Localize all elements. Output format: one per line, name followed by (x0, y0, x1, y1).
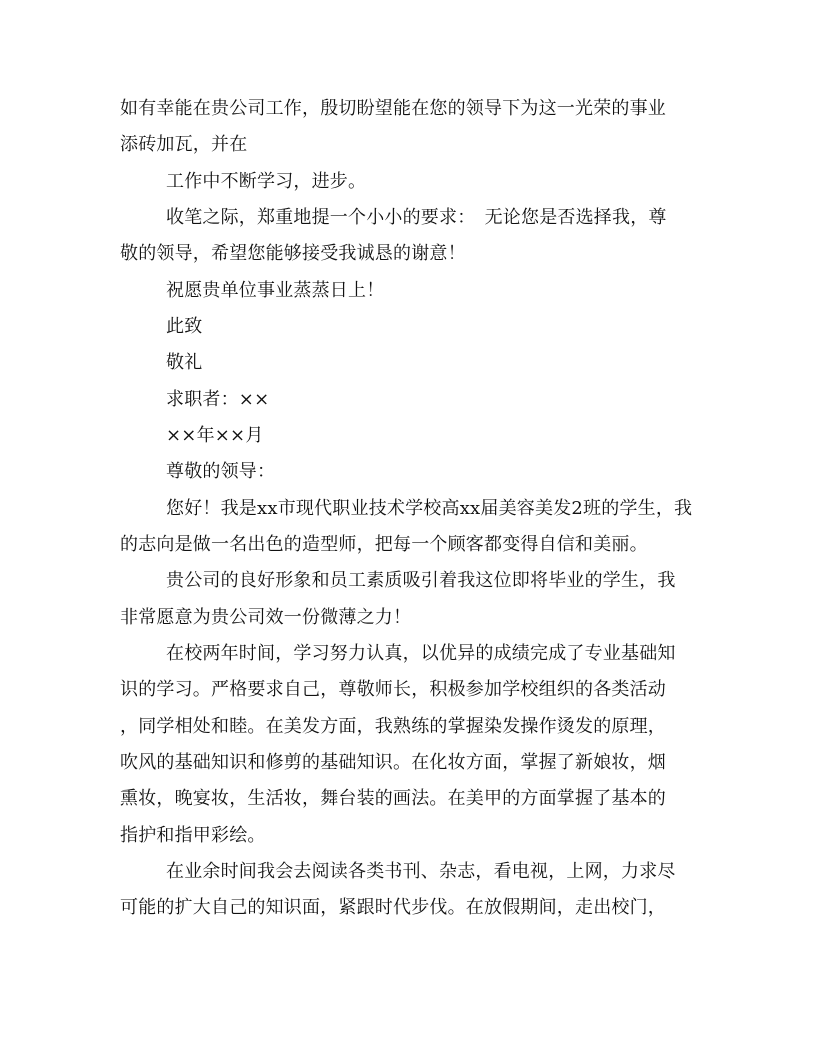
text-line: 在业余时间我会去阅读各类书刊、杂志，看电视，上网，力求尽 (166, 861, 676, 882)
text-line: ××年××月 (166, 425, 264, 446)
text-line: 祝愿贵单位事业蒸蒸日上！ (166, 280, 385, 301)
text-line: 吹风的基础知识和修剪的基础知识。在化妆方面，掌握了新娘妆，烟 (120, 752, 666, 773)
text-line: 添砖加瓦，并在 (120, 134, 248, 155)
text-line: 在校两年时间，学习努力认真，以优异的成绩完成了专业基础知 (166, 643, 676, 664)
text-line: 工作中不断学习，进步。 (166, 171, 367, 192)
text-line: 您好！我是xx市现代职业技术学校高xx届美容美发2班的学生，我 (166, 498, 693, 519)
text-line: 此致 (166, 316, 203, 337)
text-line: 贵公司的良好形象和员工素质吸引着我这位即将毕业的学生，我 (166, 570, 676, 591)
text-line: 尊敬的领导： (166, 461, 276, 482)
text-line: 可能的扩大自己的知识面，紧跟时代步伐。在放假期间，走出校门， (120, 897, 666, 918)
text-line: 求职者：×× (166, 389, 270, 410)
text-line: ，同学相处和睦。在美发方面，我熟练的掌握染发操作烫发的原理， (120, 716, 666, 737)
text-line: 熏妆，晚宴妆，生活妆，舞台装的画法。在美甲的方面掌握了基本的 (120, 788, 666, 809)
text-line: 收笔之际，郑重地提一个小小的要求： 无论您是否选择我，尊 (166, 207, 667, 228)
text-line: 的志向是做一名出色的造型师，把每一个顾客都变得自信和美丽。 (120, 534, 648, 555)
text-line: 非常愿意为贵公司效一份微薄之力！ (120, 607, 412, 628)
text-line: 敬礼 (166, 352, 203, 373)
text-line: 敬的领导，希望您能够接受我诚恳的谢意！ (120, 243, 466, 264)
text-line: 指护和指甲彩绘。 (120, 825, 266, 846)
text-line: 如有幸能在贵公司工作，殷切盼望能在您的领导下为这一光荣的事业 (120, 98, 666, 119)
text-line: 识的学习。严格要求自己，尊敬师长，积极参加学校组织的各类活动 (120, 679, 666, 700)
